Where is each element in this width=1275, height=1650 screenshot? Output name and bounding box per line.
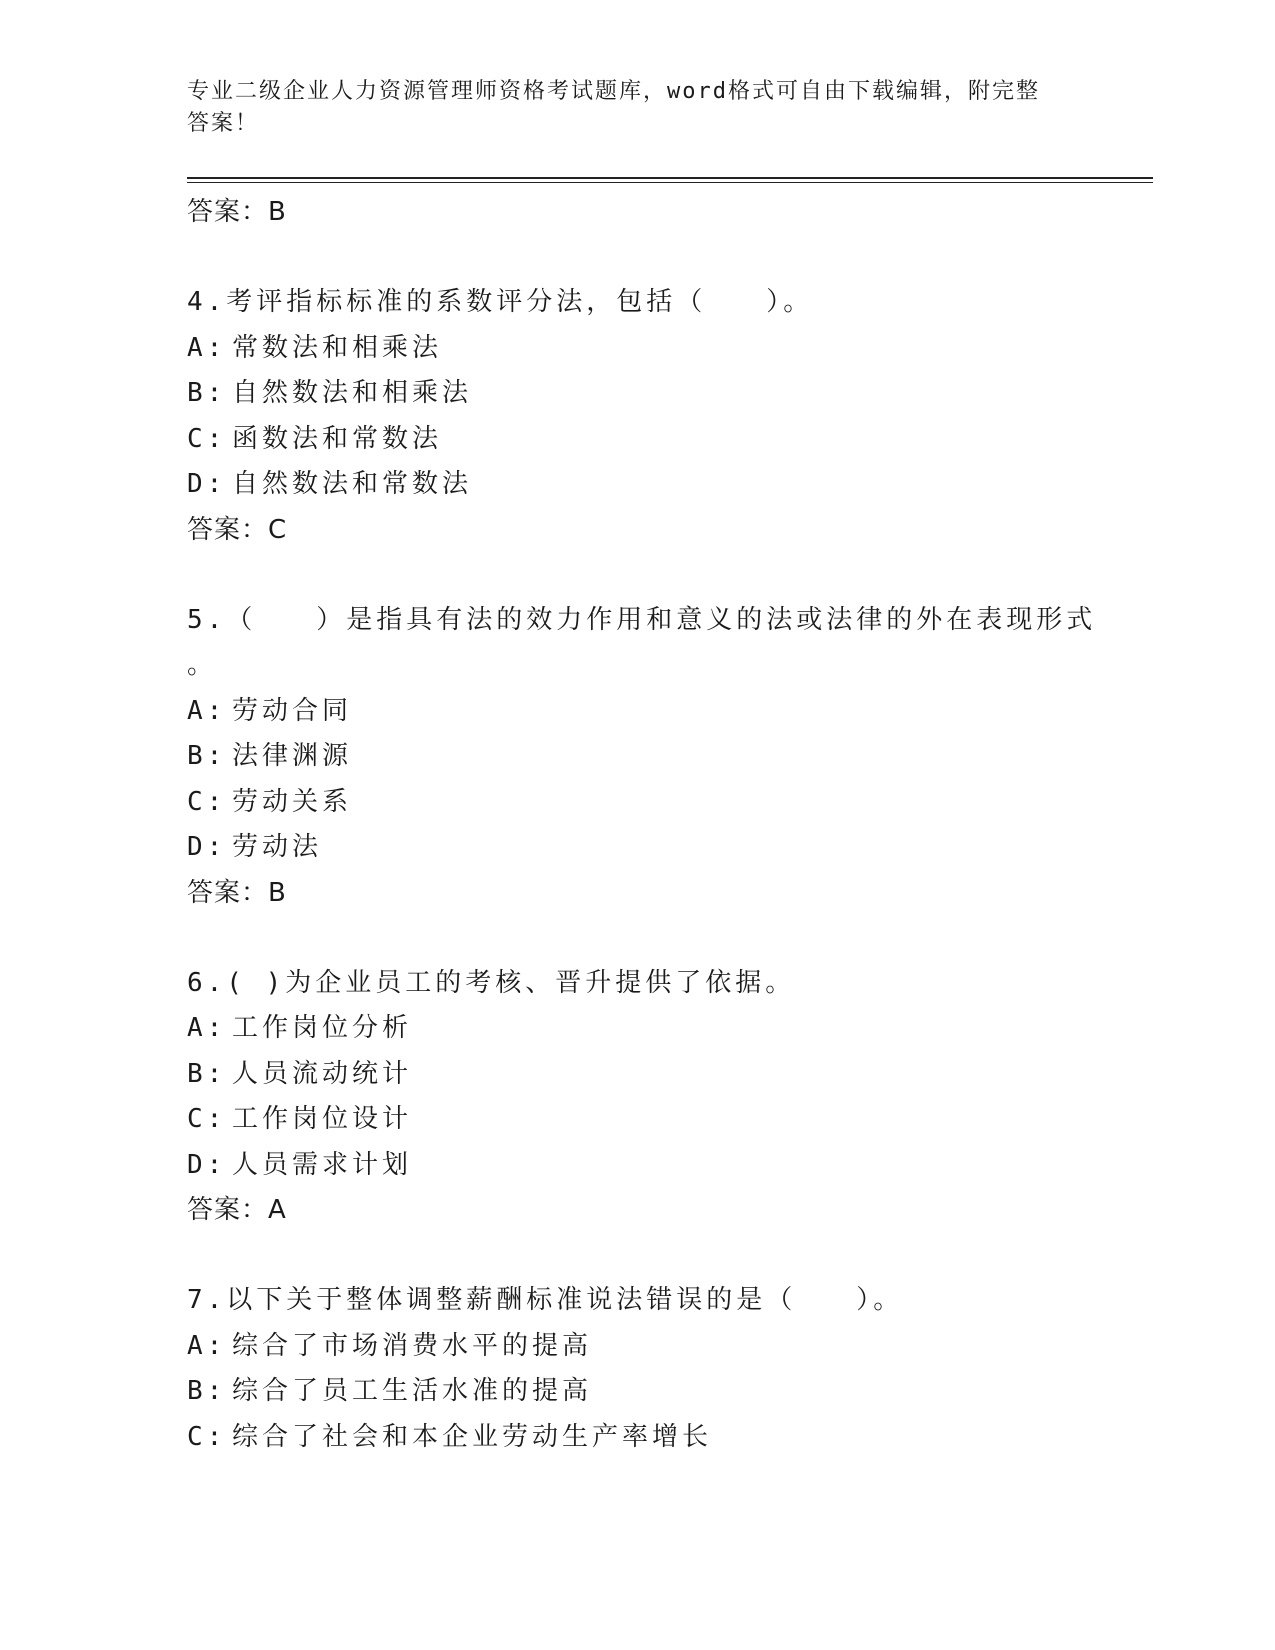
header-rule-thick — [187, 177, 1153, 179]
option-key: C: — [187, 786, 227, 817]
option-text: 工作岗位设计 — [232, 1104, 413, 1134]
option-key: A: — [187, 1330, 227, 1361]
option-key: D: — [187, 469, 227, 499]
answer-line: 答案：B — [187, 877, 287, 908]
option-b — [187, 734, 1087, 780]
answer-line: 答案：A — [187, 1195, 287, 1225]
option-a — [187, 326, 1087, 372]
option-b — [187, 1369, 1087, 1415]
option-key: A: — [187, 695, 227, 726]
option-c — [187, 780, 1087, 826]
option-text: 综合了员工生活水准的提高 — [232, 1376, 593, 1406]
answer-line: 答案：C — [187, 514, 288, 545]
option-key: B: — [187, 1376, 227, 1406]
option-text: 劳动关系 — [232, 786, 353, 817]
option-text: 常数法和相乘法 — [232, 332, 443, 363]
question-stem: 4.考评指标标准的系数评分法，包括（ ）。 — [187, 287, 814, 317]
question-stem-continuation: 。 — [187, 650, 218, 680]
question-5 — [187, 598, 1097, 916]
option-text: 自然数法和相乘法 — [232, 378, 473, 408]
option-key: B: — [187, 378, 227, 408]
header-note — [187, 76, 1067, 140]
question-6 — [187, 961, 1087, 1234]
option-text: 法律渊源 — [232, 741, 353, 771]
option-c — [187, 1097, 1087, 1143]
option-c — [187, 417, 1087, 463]
answer-line: 答案：B — [187, 197, 287, 227]
option-key: A: — [187, 1013, 227, 1043]
option-key: C: — [187, 1104, 227, 1134]
option-text: 自然数法和常数法 — [232, 469, 473, 499]
question-stem: 5.（ ）是指具有法的效力作用和意义的法或法律的外在表现形式 — [187, 604, 1097, 635]
option-key: C: — [187, 1421, 227, 1452]
option-b — [187, 1052, 1087, 1098]
option-key: D: — [187, 1149, 227, 1180]
option-text: 劳动法 — [232, 832, 323, 862]
option-text: 综合了市场消费水平的提高 — [232, 1330, 593, 1361]
option-d — [187, 462, 1087, 508]
question-stem: 6.( )为企业员工的考核、晋升提供了依据。 — [187, 967, 796, 998]
option-text: 工作岗位分析 — [232, 1013, 413, 1043]
header-rule-thin — [187, 182, 1153, 183]
option-text: 劳动合同 — [232, 695, 353, 726]
option-text: 函数法和常数法 — [232, 423, 443, 454]
option-d — [187, 825, 1087, 871]
header-note-line2: 答案！ — [187, 111, 260, 136]
option-text: 综合了社会和本企业劳动生产率增长 — [232, 1421, 713, 1452]
option-key: B: — [187, 741, 227, 771]
option-text: 人员流动统计 — [232, 1058, 413, 1089]
header-note-line1: 专业二级企业人力资源管理师资格考试题库，word格式可自由下载编辑，附完整 — [187, 79, 1040, 104]
option-key: C: — [187, 423, 227, 454]
question-4 — [187, 280, 1087, 553]
option-a — [187, 689, 1087, 735]
question-stem: 7.以下关于整体调整薪酬标准说法错误的是（ ）。 — [187, 1285, 904, 1315]
option-key: A: — [187, 332, 227, 363]
option-a — [187, 1324, 1087, 1370]
option-a — [187, 1006, 1087, 1052]
question-list — [187, 190, 1097, 1460]
option-c — [187, 1415, 1087, 1461]
option-d — [187, 1143, 1087, 1189]
question-7 — [187, 1278, 1087, 1460]
option-key: D: — [187, 832, 227, 862]
option-key: B: — [187, 1058, 227, 1089]
option-text: 人员需求计划 — [232, 1149, 413, 1180]
option-b — [187, 371, 1087, 417]
